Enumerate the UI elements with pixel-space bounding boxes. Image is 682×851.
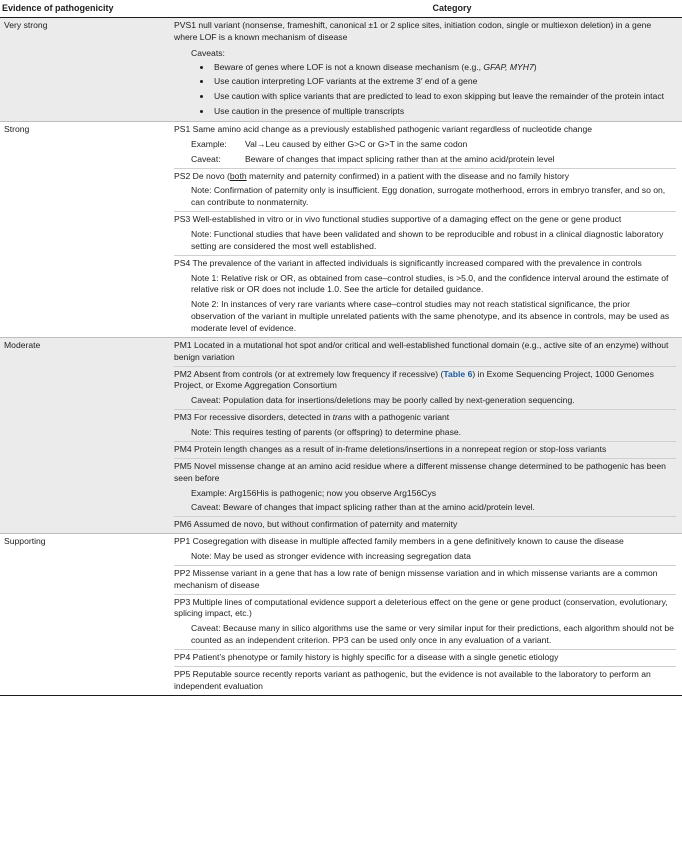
example-label: Example: (191, 138, 227, 149)
criterion-text: PVS1 null variant (nonsense, frameshift, canonical ±1 or 2 splice sites, initiation codon, single or multiexon deletion) in a gene where LOF is a known mechanism of disease (174, 20, 652, 42)
header-evidence: Evidence of pathogenicity (2, 3, 114, 14)
criterion-text (174, 369, 676, 393)
caveats-label: Caveats: (191, 47, 225, 58)
text-part: maternity and paternity confirmed) in a patient with the disease and no family history (246, 170, 570, 181)
criterion-pp5 (174, 667, 676, 695)
table-header (0, 0, 682, 18)
criterion-pm4 (174, 442, 676, 459)
criterion-text: PM6 Assumed de novo, but without confirmation of paternity and maternity (174, 519, 458, 530)
note-text: Note: Functional studies that have been validated and shown to be reproducible and robust in a clinical diagnostic laboratory setting are considered the most well established. (191, 229, 664, 251)
note-text: Note 2: In instances of very rare variants where case–control studies may not reach statistical significance, the prior observation of the variant in multiple unrelated patients with the same phenotype, and its absence in controls, may be used as moderate level of evidence. (191, 299, 670, 334)
criterion-ps4 (174, 256, 676, 337)
example-text: Example: Arg156His is pathogenic; now you observe Arg156Cys (191, 487, 437, 498)
bullet-text: Beware of genes where LOF is not a known disease mechanism (e.g., (214, 61, 484, 72)
group-strong (0, 122, 682, 338)
criterion-text: PS1 Same amino acid change as a previously established pathogenic variant regardless of nucleotide change (174, 124, 593, 135)
text-part: PM2 Absent from controls (or at extremely low frequency if recessive) ( (174, 368, 444, 379)
caveat-text: Caveat: Beware of changes that impact splicing rather than at the amino acid/protein level. (191, 502, 535, 513)
criterion-text: PS4 The prevalence of the variant in affected individuals is significantly increased compared with the prevalence in controls (174, 257, 642, 268)
caveat-text: Beware of changes that impact splicing rather than at the amino acid/protein level (245, 153, 555, 164)
criterion-ps3 (174, 212, 676, 256)
list-item: • Use caution in the presence of multiple transcripts (212, 106, 676, 118)
caveat-label: Caveat: (191, 153, 221, 164)
criterion-text (174, 412, 676, 424)
table-6-link[interactable]: Table 6 (443, 368, 473, 379)
bullet-text: ) (533, 61, 537, 72)
criterion-text: PM1 Located in a mutational hot spot and/or critical and well-established functional domain (e.g., active site of an enzyme) without benign variation (174, 339, 669, 362)
criterion-text (174, 171, 676, 183)
criterion-text: PM5 Novel missense change at an amino acid residue where a different missense change determined to be pathogenic has been seen before (174, 460, 666, 483)
criterion-text: PP3 Multiple lines of computational evidence support a deleterious effect on the gene or gene product (conservation, evolutionary, splicing impact, etc.) (174, 596, 668, 619)
note-text: Note: May be used as stronger evidence with increasing segregation data (191, 550, 471, 561)
list-item (212, 62, 676, 74)
list-item: • Use caution with splice variants that are predicted to lead to exon skipping but leave the remainder of the protein intact (212, 91, 676, 103)
criterion-pvs1 (174, 18, 676, 121)
text-part: PS2 De novo ( (174, 170, 230, 181)
example-line (174, 139, 676, 151)
criterion-pp4 (174, 650, 676, 667)
header-category: Category (432, 3, 472, 14)
note-text: Note: This requires testing of parents (or offspring) to determine phase. (191, 427, 462, 438)
caveat-list (174, 62, 676, 118)
criterion-pp2 (174, 566, 676, 595)
group-supporting (0, 534, 682, 695)
criterion-pm5 (174, 459, 676, 517)
group-moderate (0, 338, 682, 534)
criterion-text: PP2 Missense variant in a gene that has a low rate of benign missense variation and in which missense variants are a common mechanism of disease (174, 567, 658, 590)
criterion-ps1 (174, 122, 676, 169)
criterion-pm3 (174, 410, 676, 442)
criterion-text: PP4 Patient’s phenotype or family history is highly specific for a disease with a single genetic etiology (174, 651, 559, 662)
caveat-text: Caveat: Population data for insertions/deletions may be poorly called by next-generation sequencing. (191, 395, 575, 406)
criterion-text: PS3 Well-established in vitro or in vivo functional studies supportive of a damaging effect on the gene or gene product (174, 214, 622, 225)
criterion-pm2 (174, 367, 676, 411)
text-part: ) in Exome Sequencing Project, 1000 Genomes Project, or Exome Aggregation Consortium (174, 368, 654, 391)
gene-names: GFAP, MYH7 (483, 61, 534, 72)
criterion-pp1 (174, 534, 676, 566)
emphasis-trans: trans (332, 412, 352, 423)
list-item: • Use caution interpreting LOF variants at the extreme 3′ end of a gene (212, 76, 676, 88)
criterion-text: PM4 Protein length changes as a result of in-frame deletions/insertions in a nonrepeat region or stop-loss variants (174, 443, 607, 454)
example-text: Val→Leu caused by either G>C or G>T in the same codon (245, 138, 468, 149)
note-text: Note: Confirmation of paternity only is insufficient. Egg donation, surrogate motherhood, errors in embryo transfer, and so on, can contribute to nonmaternity. (191, 185, 666, 208)
criterion-pp3 (174, 595, 676, 650)
text-part: with a pathogenic variant (351, 412, 450, 423)
group-label: Supporting (4, 536, 46, 547)
text-part: PM3 For recessive disorders, detected in (174, 412, 333, 423)
criterion-text: PP5 Reputable source recently reports variant as pathogenic, but the evidence is not available to the laboratory to perform an independent evaluation (174, 668, 651, 691)
group-label: Moderate (4, 339, 41, 350)
emphasis-both: both (229, 170, 247, 181)
caveat-text: Caveat: Because many in silico algorithms use the same or very similar input for their predictions, each algorithm should not be counted as an independent criterion. PP3 can be used only once in any evaluation of a variant. (191, 623, 674, 646)
criterion-pm6 (174, 517, 676, 533)
caveat-line (174, 154, 676, 166)
note-text: Note 1: Relative risk or OR, as obtained from case–control studies, is >5.0, and the confidence interval around the estimate of relative risk or OR does not include 1.0. See the article for detailed guidance. (191, 272, 669, 295)
criterion-ps2 (174, 169, 676, 213)
group-label: Very strong (4, 20, 48, 30)
criterion-pm1 (174, 338, 676, 367)
group-label: Strong (4, 124, 30, 135)
group-very-strong (0, 18, 682, 122)
criterion-text: PP1 Cosegregation with disease in multiple affected family members in a gene definitively known to cause the disease (174, 536, 624, 547)
